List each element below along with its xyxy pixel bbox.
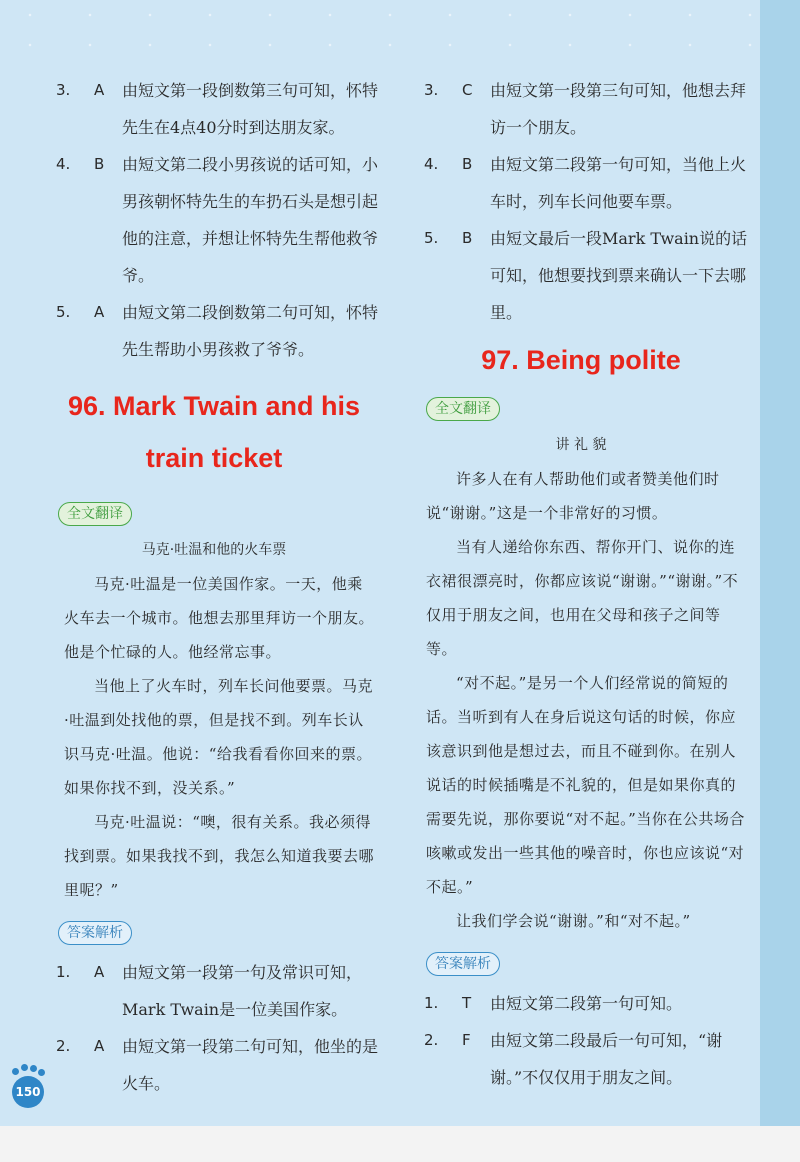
page-edge-strip — [760, 0, 800, 1126]
translation-heading: 马克·吐温和他的火车票 — [141, 542, 287, 558]
item-number: 4. — [424, 155, 439, 173]
page-number: 150 — [12, 1076, 44, 1108]
translation-paragraph: 当有人递给你东西、帮你开门、说你的连衣裙很漂亮时，你都应该说“谢谢。”“谢谢。”不仅用于朋友之间，也用在父母和孩子之间等等。 — [426, 538, 739, 658]
item-answer: A — [94, 963, 105, 981]
item-number: 3. — [424, 81, 439, 99]
translation-heading: 讲 礼 貌 — [555, 437, 607, 453]
item-answer: B — [462, 155, 473, 173]
answer-item — [412, 146, 750, 220]
item-answer: T — [462, 994, 472, 1012]
item-answer: A — [94, 1037, 105, 1055]
item-number: 2. — [424, 1031, 439, 1049]
item-number: 1. — [424, 994, 439, 1012]
item-answer: B — [94, 155, 105, 173]
item-explanation: 由短文第二段第一句可知。 — [490, 994, 683, 1013]
translation-tag: 全文翻译 — [58, 502, 132, 526]
item-number: 5. — [56, 303, 71, 321]
translation-tag: 全文翻译 — [426, 397, 500, 421]
item-number: 5. — [424, 229, 439, 247]
item-explanation: 由短文第一段第二句可知，他坐的是火车。 — [122, 1037, 379, 1093]
translation-paragraph: 许多人在有人帮助他们或者赞美他们时说“谢谢。”这是一个非常好的习惯。 — [426, 470, 720, 522]
item-explanation: 由短文第二段第一句可知，当他上火车时，列车长问他要车票。 — [490, 155, 747, 211]
translation-paragraph: 马克·吐温是一位美国作家。一天，他乘火车去一个城市。他想去那里拜访一个朋友。他是个忙碌的人。他经常忘事。 — [64, 575, 375, 661]
translation-paragraph: 让我们学会说“谢谢。”和“对不起。” — [456, 912, 691, 930]
answer-item — [44, 146, 384, 294]
item-number: 4. — [56, 155, 71, 173]
item-explanation: 由短文第二段最后一句可知，“谢谢。”不仅仅用于朋友之间。 — [490, 1031, 723, 1087]
section-title-line: train ticket — [145, 443, 283, 473]
item-number: 2. — [56, 1037, 71, 1055]
answer-item — [412, 220, 750, 331]
translation-paragraph: “对不起。”是另一个人们经常说的简短的话。当听到有人在身后说这句话的时候，你应该意识到他是想过去，而且不碰到你。在别人说话的时候插嘴是不礼貌的，但是如果你真的需要先说，那你要说“对不起。”当你在公共场合咳嗽或发出一些其他的噪音时，你也应该说“对不起。” — [426, 674, 745, 896]
item-answer: F — [462, 1031, 471, 1049]
page-bottom-margin — [0, 1126, 800, 1162]
section-title-line: 96. Mark Twain and his — [67, 391, 361, 421]
item-explanation: 由短文第一段第一句及常识可知，Mark Twain是一位美国作家。 — [122, 963, 363, 1019]
item-answer: A — [94, 81, 105, 99]
item-answer: A — [94, 303, 105, 321]
item-explanation: 由短文第一段倒数第三句可知，怀特先生在4点40分时到达朋友家。 — [122, 81, 379, 137]
answer-item — [412, 1022, 750, 1096]
item-explanation: 由短文第二段倒数第二句可知，怀特先生帮助小男孩救了爷爷。 — [122, 303, 379, 359]
answer-analysis-tag: 答案解析 — [426, 952, 500, 976]
left-column — [44, 72, 384, 1102]
right-column — [412, 72, 750, 1096]
answer-item — [44, 294, 384, 368]
translation-paragraph: 当他上了火车时，列车长问他要票。马克·吐温到处找他的票，但是找不到。列车长认识马克·吐温。他说：“给我看看你回来的票。如果你找不到，没关系。” — [64, 677, 374, 797]
section-title-97: 97. Being polite — [481, 345, 681, 375]
item-number: 3. — [56, 81, 71, 99]
answer-item — [412, 985, 750, 1022]
item-explanation: 由短文最后一段Mark Twain说的话可知，他想要找到票来确认一下去哪里。 — [490, 229, 748, 322]
answer-item — [412, 72, 750, 146]
item-number: 1. — [56, 963, 71, 981]
item-answer: C — [462, 81, 473, 99]
answer-item — [44, 72, 384, 146]
item-explanation: 由短文第二段小男孩说的话可知，小男孩朝怀特先生的车扔石头是想引起他的注意，并想让怀特先生帮他救爷爷。 — [122, 155, 379, 285]
item-explanation: 由短文第一段第三句可知，他想去拜访一个朋友。 — [490, 81, 747, 137]
answer-item — [44, 954, 384, 1028]
translation-paragraph: 马克·吐温说：“噢，很有关系。我必须得找到票。如果我找不到，我怎么知道我要去哪里呢？” — [64, 813, 375, 899]
answer-item — [44, 1028, 384, 1102]
answer-analysis-tag: 答案解析 — [58, 921, 132, 945]
section-title-96 — [44, 380, 384, 484]
item-answer: B — [462, 229, 473, 247]
